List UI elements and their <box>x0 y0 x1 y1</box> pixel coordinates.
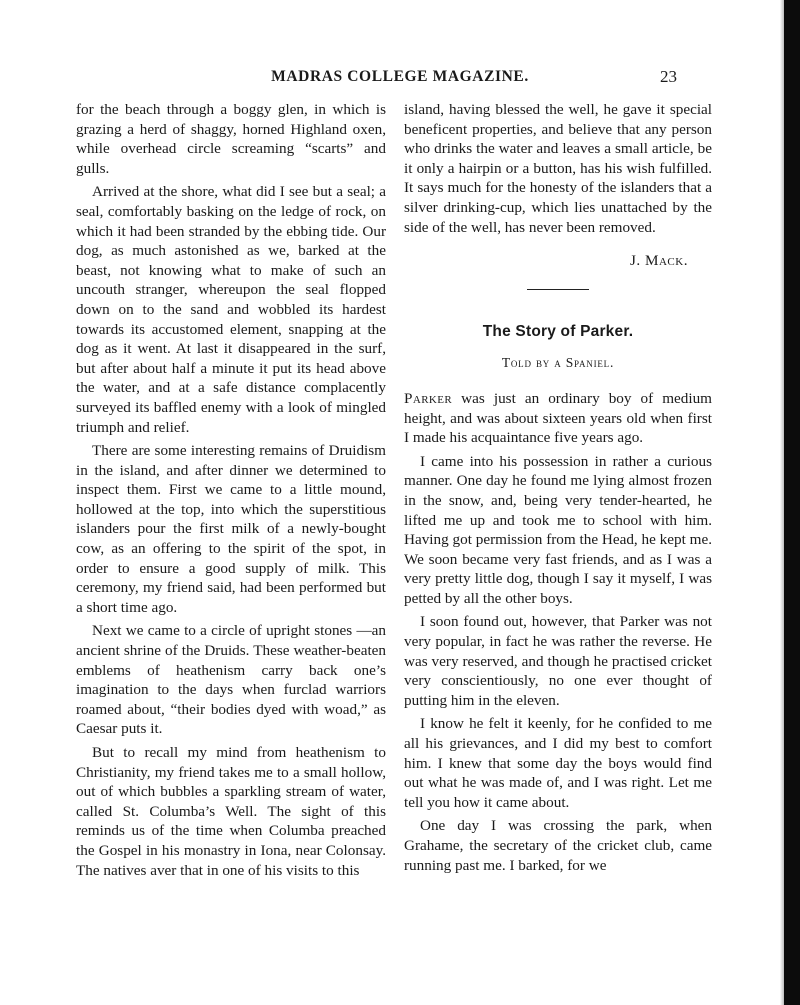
paragraph <box>404 389 712 448</box>
paragraph: I came into his possession in rather a curious manner. One day he found me lying almost frozen in the snow, and, being very tender-hearted, he lifted me up and took me to school with him. Having got permission from the Head, he kept me. We soon became very fast friends, and as I was a very pretty little dog, though I say it myself, I was petted by all the other boys. <box>404 452 712 607</box>
paragraph: island, having blessed the well, he gave it special beneficent properties, and believe that any person who drinks the water and leaves a small article, be it only a hairpin or a button, has his wish fulfilled. It says much for the honesty of the islanders that a silver drinking-cup, which lies unattached by the side of the well, has never been removed. <box>404 101 712 236</box>
section-divider <box>527 289 589 290</box>
page-number: 23 <box>660 67 677 86</box>
story-subtitle: Told by a Spaniel. <box>501 355 615 371</box>
paragraph: for the beach through a boggy glen, in which is grazing a herd of shaggy, horned Highland oxen, while overhead circle screaming “scarts” and gulls. <box>76 101 386 177</box>
paragraph: Arrived at the shore, what did I see but a seal; a seal, comfortably basking on the ledge of rock, on which it had been stranded by the ebbing tide. Our dog, as much astonished as we, barked at the beast, not knowing what to make of such an uncouth stranger, whereupon the seal flopped down on to the sand and wobbled its hardest towards its accustomed element, snapping at the dog as it went. At last it disappeared in the surf, but after about half a minute it put its head above the water, and at a safe distance complacently surveyed its baffled enemy with a look of mingled triumph and relief. <box>76 183 386 436</box>
right-column <box>404 100 712 875</box>
paragraph: Next we came to a circle of upright stones —an ancient shrine of the Druids. These weather-beaten emblems of heathenism carry back one’s imagination to the days when furclad warriors roamed about, “their bodies dyed with woad,” as Caesar puts it. <box>76 622 386 738</box>
lead-word: Parker <box>404 389 453 407</box>
paragraph-text: was just an ordinary boy of medium height, and was about sixteen years old when first I made his acquaintance five years ago. <box>404 389 712 447</box>
left-column <box>76 100 386 880</box>
story-title: The Story of Parker. <box>482 322 634 340</box>
paragraph: I soon found out, however, that Parker was not very popular, in fact he was rather the reverse. He was very reserved, and though he practised cricket very conscientiously, no one ever thought of putting him in the eleven. <box>404 613 712 709</box>
author-signature: J. Mack. <box>629 252 688 270</box>
story-body <box>404 389 712 875</box>
magazine-title: MADRAS COLLEGE MAGAZINE. <box>271 68 529 85</box>
scan-border <box>784 0 800 1005</box>
paragraph: There are some interesting remains of Druidism in the island, and after dinner we determined to inspect them. First we came to a little mound, hollowed at the top, into which the superstitious islanders pour the first milk of a newly-bought cow, as an offering to the spirit of the spot, in order to ensure a good supply of milk. This ceremony, my friend said, had been performed but a short time ago. <box>76 442 386 616</box>
paragraph: But to recall my mind from heathenism to Christianity, my friend takes me to a small hollow, out of which bubbles a sparkling stream of water, called St. Columba’s Well. The sight of this reminds us of the time when Columba preached the Gospel in his monastry in Iona, near Colonsay. The natives aver that in one of his visits to this <box>76 744 386 879</box>
paragraph: I know he felt it keenly, for he confided to me all his grievances, and I did my best to comfort him. I knew that some day the boys would find out what he was made of, and I was right. Let me tell you how it came about. <box>404 715 712 811</box>
paragraph: One day I was crossing the park, when Grahame, the secretary of the cricket club, came running past me. I barked, for we <box>404 817 712 874</box>
